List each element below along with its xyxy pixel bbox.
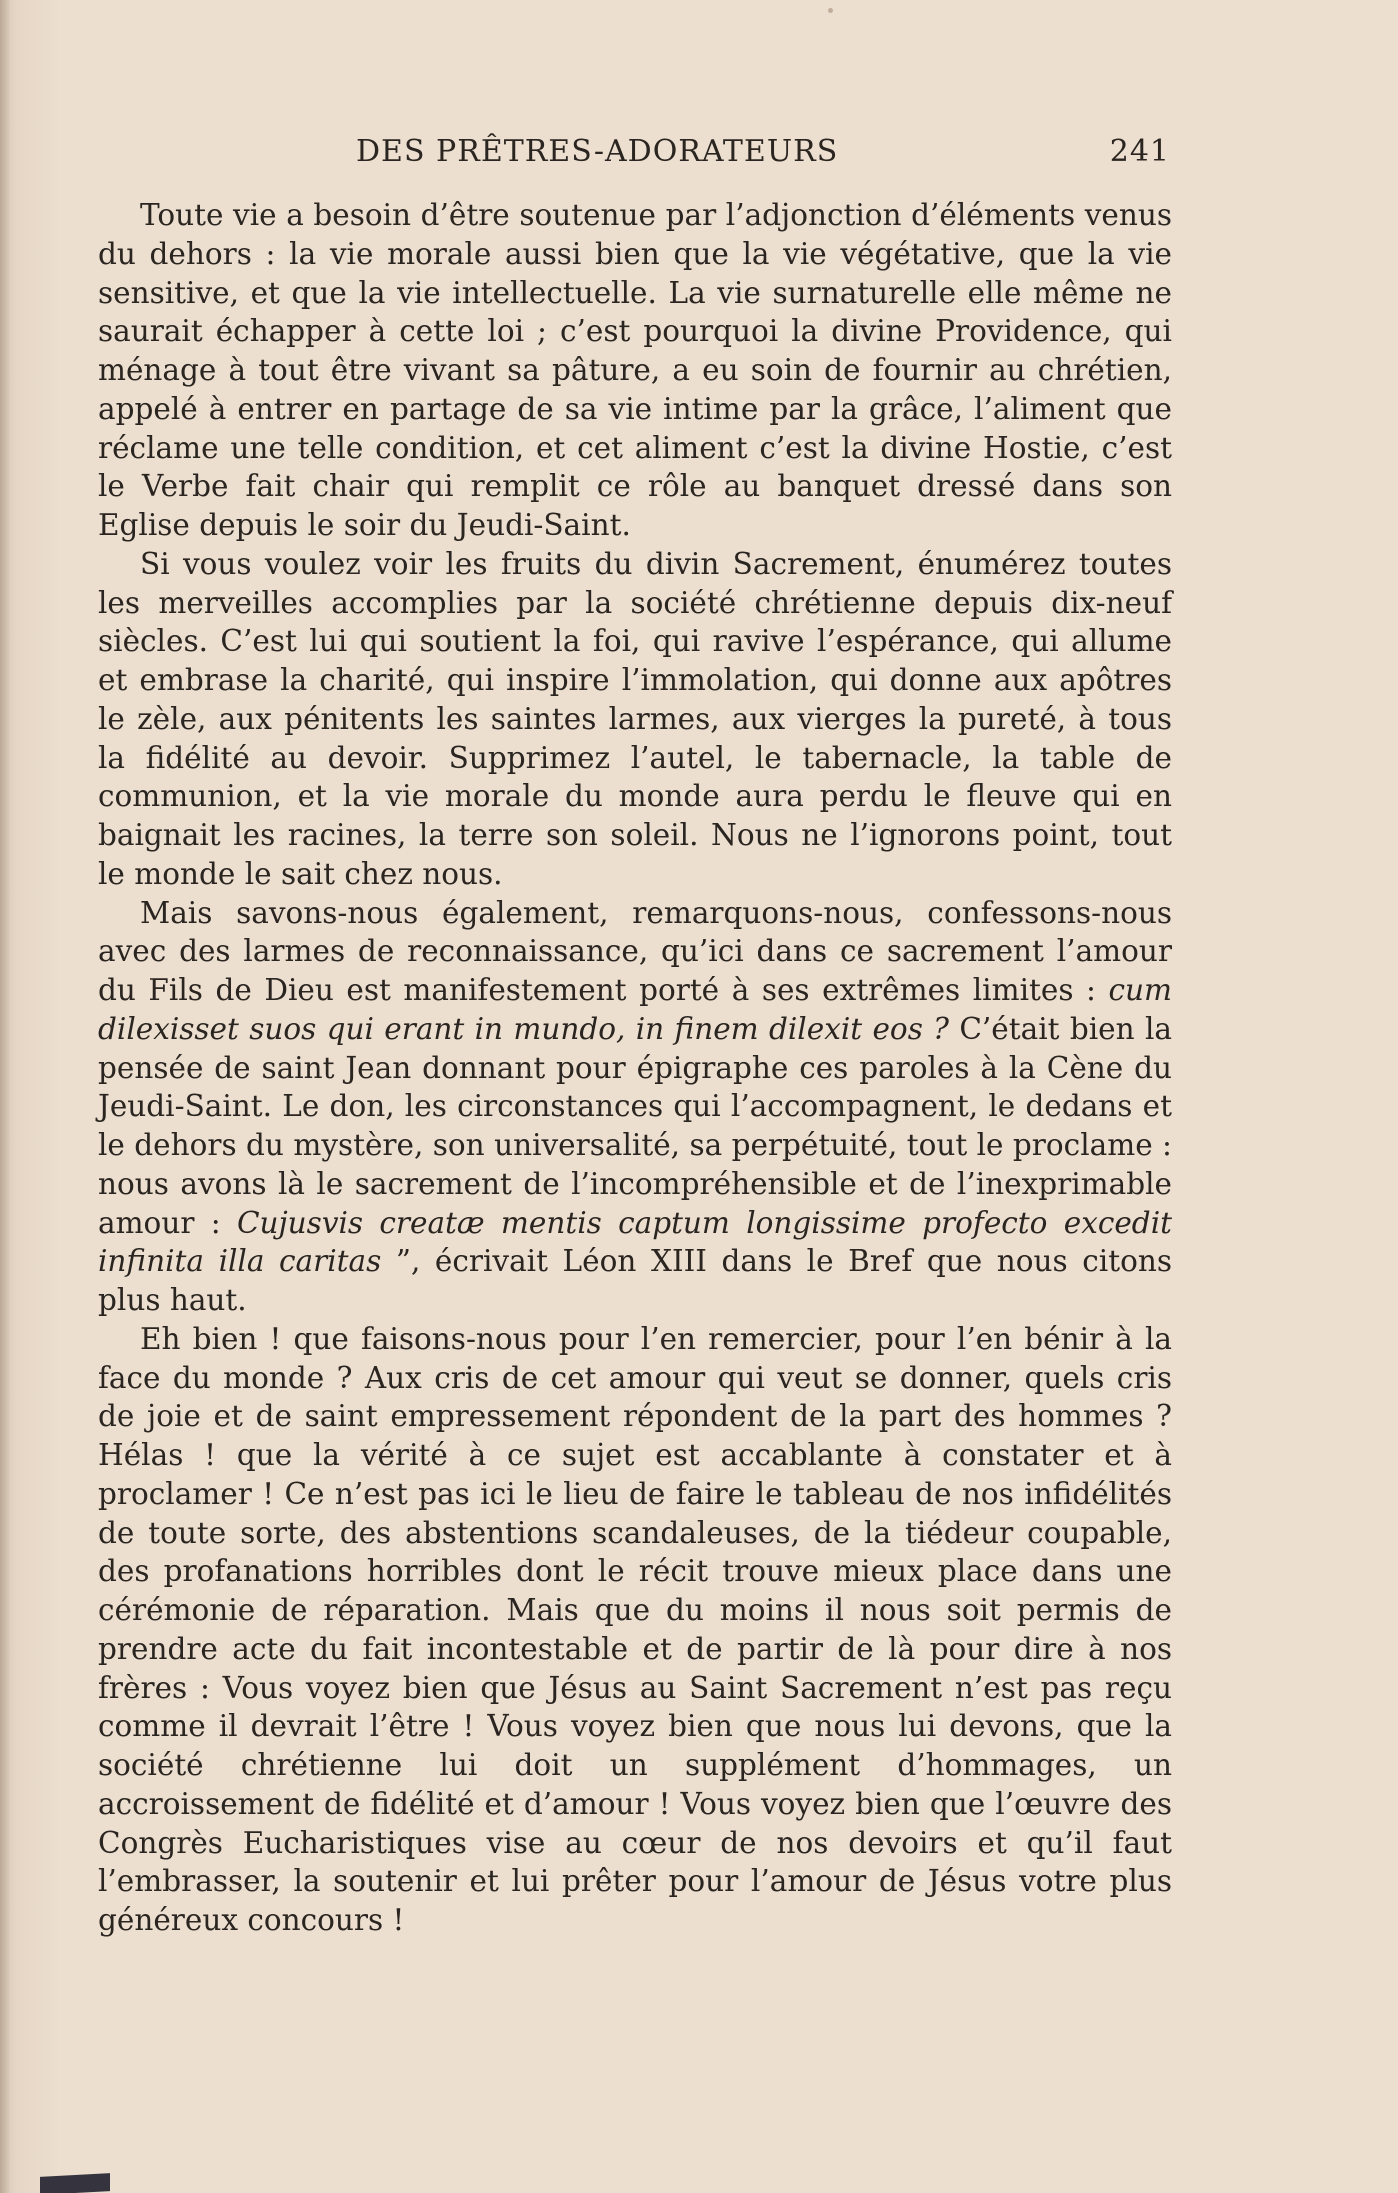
paragraph-3 <box>98 894 1172 1320</box>
latin-quote-1: cum dilexisset suos qui erant in mundo, in finem dilexit eos ? <box>98 973 1172 1046</box>
latin-quote-2: Cujusvis creatæ mentis captum longissime profecto excedit infinita illa caritas <box>98 1205 1172 1279</box>
body-text <box>98 196 1172 1940</box>
page-spine <box>0 0 10 2193</box>
paragraph-1: Toute vie a besoin d’être soutenue par l’adjonction d’éléments venus du dehors : la vie morale aussi bien que la vie végétative, que la vie sensitive, et que la vie intellectuelle. La vie surnaturelle elle même ne saurait échapper à cette loi ; c’est pourquoi la divine Providence, qui ménage à tout être vivant sa pâture, a eu soin de fournir au chrétien, appelé à entrer en partage de sa vie intime par la grâce, l’aliment que réclame une telle condition, et cet aliment c’est la divine Hostie, c’est le Verbe fait chair qui remplit ce rôle au banquet dressé dans son Eglise depuis le soir du Jeudi-Saint. <box>98 198 1172 542</box>
paragraph-3-ending: , écrivait Léon XIII dans le Bref que nous citons plus haut. <box>98 1244 1172 1317</box>
corner-shadow <box>40 2173 110 2193</box>
paragraph-4: Eh bien ! que faisons-nous pour l’en remercier, pour l’en bénir à la face du monde ? Aux cris de cet amour qui veut se donner, quels cris de joie et de saint empressement répondent de la part des hommes ? Hélas ! que la vérité à ce sujet est accablante à constater et à proclamer ! Ce n’est pas ici le lieu de faire le tableau de nos infidélités de toute sorte, des abstentions scandaleuses, de la tiédeur coupable, des profanations horribles dont le récit trouve mieux place dans une cérémonie de réparation. Mais que du moins il nous soit permis de prendre acte du fait incontestable et de partir de là pour dire à nos frères : Vous voyez bien que Jésus au Saint Sacrement n’est pas reçu comme il devrait l’être ! Vous voyez bien que nous lui devons, que la société chrétienne lui doit un supplément d’hommages, un accroissement de fidélité et d’amour ! Vous voyez bien que l’œuvre des Congrès Eucharistiques vise au cœur de nos devoirs et qu’il faut l’embrasser, la soutenir et lui prêter pour l’amour de Jésus votre plus généreux concours ! <box>98 1321 1172 1937</box>
paper-mark <box>828 8 833 13</box>
running-title: DES PRÊTRES-ADORATEURS <box>356 134 839 169</box>
paragraph-3-middle: C’était bien la pensée de saint Jean donnant pour épigraphe ces paroles à la Cène du Jeudi-Saint. Le don, les circonstances qui l’accompagnent, le dedans et le dehors du mystère, son universalité, sa perpétuité, tout le proclame : nous avons là le sacrement de l’incompréhensible et de l’inexprimable amour : <box>98 1011 1172 1240</box>
closing-quote-mark: ” <box>381 1244 411 1279</box>
page-number: 241 <box>1109 134 1170 169</box>
paragraph-3-intro: Mais savons-nous également, remarquons-nous, confessons-nous avec des larmes de reconnaissance, qu’ici dans ce sacrement l’amour du Fils de Dieu est manifestement porté à ses extrêmes limites : <box>98 895 1172 1007</box>
paragraph-2: Si vous voulez voir les fruits du divin Sacrement, énumérez toutes les merveilles accomplies par la société chrétienne depuis dix-neuf siècles. C’est lui qui soutient la foi, qui ravive l’espérance, qui allume et embrase la charité, qui inspire l’immolation, qui donne aux apôtres le zèle, aux pénitents les saintes larmes, aux vierges la pureté, à tous la fidélité au devoir. Supprimez l’autel, le tabernacle, la table de communion, et la vie morale du monde aura perdu le fleuve qui en baignait les racines, la terre son soleil. Nous ne l’ignorons point, tout le monde le sait chez nous. <box>98 546 1172 891</box>
page-header <box>356 134 1170 176</box>
